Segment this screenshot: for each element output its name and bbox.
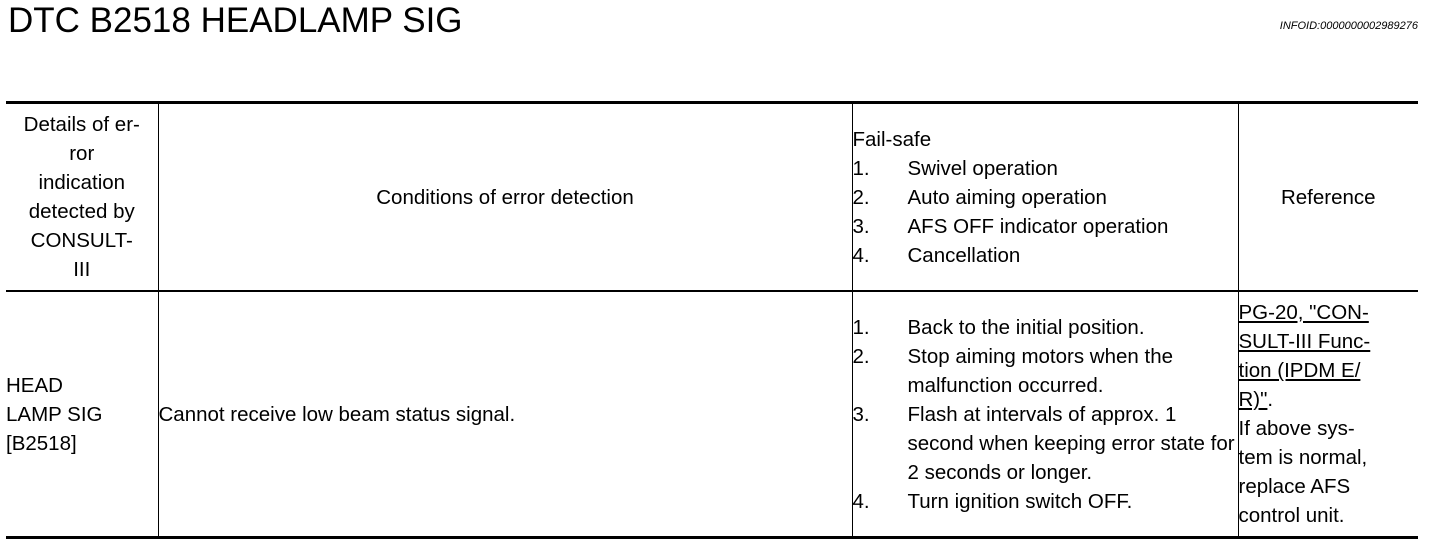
step-text: Back to the initial position. (907, 315, 1145, 339)
list-item (853, 487, 1238, 516)
fail-safe-cell (852, 291, 1238, 538)
list-item (853, 154, 1238, 183)
list-item (853, 400, 1238, 487)
header-fail-safe (852, 103, 1238, 292)
page-title: DTC B2518 HEADLAMP SIG (8, 1, 463, 40)
header-details-line: CONSULT- (30, 229, 133, 252)
condition-cell: Cannot receive low beam status signal. (158, 291, 852, 538)
reference-note-line: tem is normal, (1238, 446, 1368, 469)
dtc-table (6, 101, 1418, 539)
header-conditions: Conditions of error detection (158, 103, 852, 292)
header-reference: Reference (1238, 103, 1418, 292)
item-number: 4. (852, 243, 870, 267)
reference-suffix: . (1267, 388, 1274, 411)
header-details (6, 103, 158, 292)
reference-link[interactable] (1239, 301, 1371, 411)
step-text: Flash at intervals of approx. 1 second when keeping error state for 2 seconds or longer. (907, 402, 1235, 484)
item-text: Cancellation (907, 243, 1021, 267)
step-text: Turn ignition switch OFF. (907, 489, 1133, 513)
reference-link-line: PG-20, "CON- (1238, 301, 1369, 324)
header-details-line: III (73, 258, 91, 281)
reference-link-line: R)" (1238, 388, 1268, 411)
fail-safe-title: Fail-safe (852, 127, 932, 151)
item-number: 1. (852, 156, 870, 180)
dtc-item-line: LAMP SIG (6, 402, 103, 426)
item-number: 3. (852, 214, 870, 238)
reference-cell (1238, 291, 1418, 538)
table-row (6, 291, 1418, 538)
table-header-row (6, 103, 1418, 292)
step-number: 3. (852, 402, 870, 426)
item-text: AFS OFF indicator operation (907, 214, 1169, 238)
header-details-line: indication (38, 171, 126, 194)
header-details-line: Details of er- (23, 113, 140, 136)
fail-safe-header-list (853, 154, 1238, 270)
reference-link-line: tion (IPDM E/ (1238, 359, 1361, 382)
reference-link-line: SULT-III Func- (1238, 330, 1371, 353)
list-item (853, 183, 1238, 212)
reference-note-line: If above sys- (1238, 417, 1355, 440)
dtc-item-cell (6, 291, 158, 538)
dtc-item-line: HEAD (6, 373, 63, 397)
step-number: 2. (852, 344, 870, 368)
list-item (853, 313, 1238, 342)
step-number: 1. (852, 315, 870, 339)
item-text: Swivel operation (907, 156, 1058, 180)
list-item (853, 342, 1238, 400)
list-item (853, 212, 1238, 241)
header-details-line: ror (69, 142, 95, 165)
item-number: 2. (852, 185, 870, 209)
info-id: INFOID:0000000002989276 (1279, 20, 1418, 32)
dtc-item-line: [B2518] (6, 431, 77, 455)
item-text: Auto aiming operation (907, 185, 1107, 209)
step-text: Stop aiming motors when the malfunction occurred. (907, 344, 1173, 397)
list-item (853, 241, 1238, 270)
header-details-line: detected by (28, 200, 135, 223)
step-number: 4. (852, 489, 870, 513)
reference-note-line: control unit. (1238, 504, 1345, 527)
fail-safe-steps (853, 313, 1238, 516)
reference-note-line: replace AFS (1238, 475, 1351, 498)
